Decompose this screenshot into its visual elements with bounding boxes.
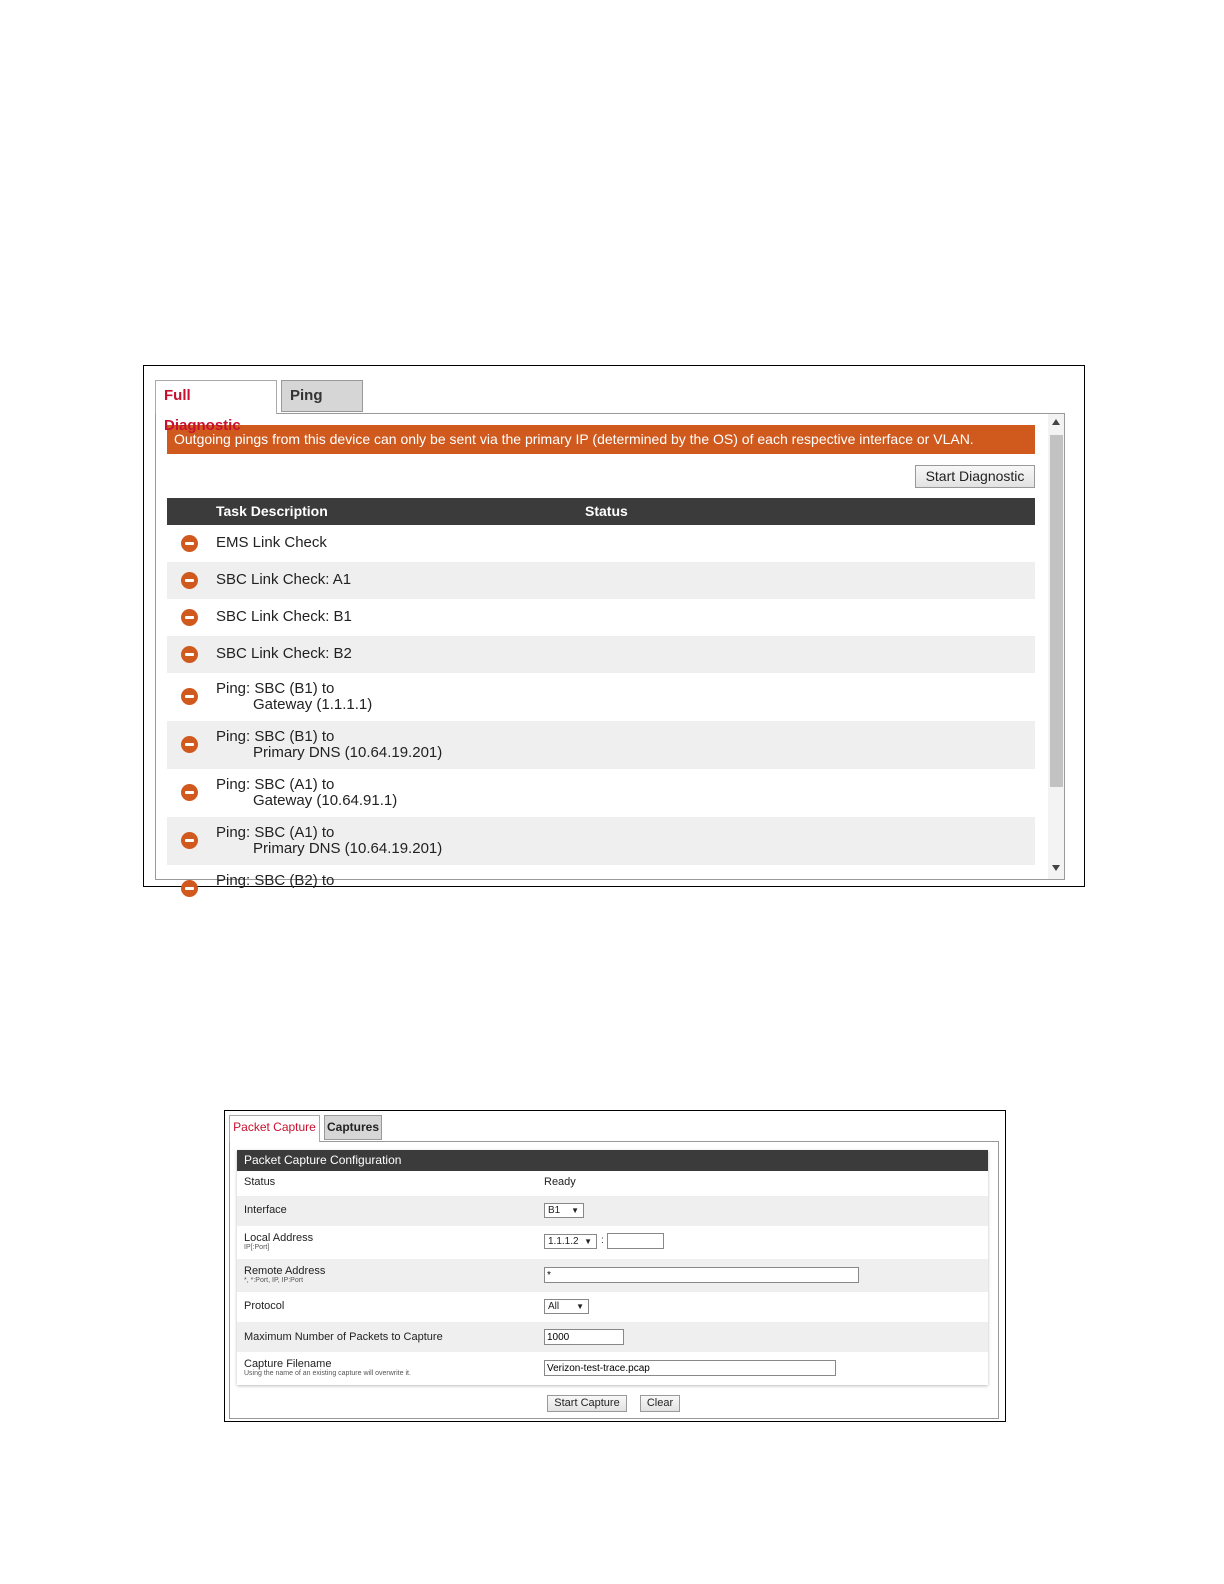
interface-selected-value: B1 bbox=[548, 1205, 561, 1216]
local-address-selected-value: 1.1.1.2 bbox=[548, 1236, 579, 1247]
task-description: SBC Link Check: B1 bbox=[216, 608, 352, 625]
minus-circle-icon bbox=[181, 832, 198, 849]
port-separator: : bbox=[601, 1235, 604, 1246]
task-line-2: Primary DNS (10.64.19.201) bbox=[253, 744, 443, 761]
column-task-description: Task Description bbox=[216, 503, 328, 519]
minus-circle-icon bbox=[181, 688, 198, 705]
scroll-down-arrow-icon[interactable] bbox=[1052, 865, 1060, 871]
task-description bbox=[216, 825, 442, 857]
minus-circle-icon bbox=[181, 646, 198, 663]
table-row bbox=[167, 865, 1035, 913]
task-description: SBC Link Check: B2 bbox=[216, 645, 352, 662]
minus-circle-icon bbox=[181, 880, 198, 897]
protocol-selected-value: All bbox=[548, 1301, 560, 1312]
protocol-label: Protocol bbox=[244, 1300, 285, 1312]
local-address-row bbox=[237, 1226, 988, 1259]
table-row bbox=[167, 817, 1035, 865]
local-port-input[interactable] bbox=[607, 1233, 664, 1249]
table-row bbox=[167, 673, 1035, 721]
task-description bbox=[216, 873, 334, 889]
scroll-up-arrow-icon[interactable] bbox=[1052, 419, 1060, 425]
section-title: Packet Capture Configuration bbox=[237, 1150, 988, 1171]
task-description bbox=[216, 777, 397, 809]
packet-capture-panel bbox=[224, 1110, 1006, 1422]
table-row bbox=[167, 636, 1035, 673]
table-row bbox=[167, 721, 1035, 769]
task-description bbox=[216, 729, 442, 761]
tab-full-diagnostic[interactable]: Full Diagnostic bbox=[155, 380, 277, 414]
table-row bbox=[167, 562, 1035, 599]
task-description bbox=[216, 681, 372, 713]
capture-filename-hint: Using the name of an existing capture will overwrite it. bbox=[244, 1370, 411, 1377]
table-header bbox=[167, 498, 1035, 525]
table-row bbox=[167, 525, 1035, 562]
status-value: Ready bbox=[544, 1176, 576, 1188]
tab-ping-test[interactable]: Ping bbox=[281, 380, 363, 412]
local-address-label: Local Address bbox=[244, 1232, 314, 1244]
task-line-1: Ping: SBC (A1) to bbox=[216, 824, 335, 841]
task-description: EMS Link Check bbox=[216, 534, 327, 551]
remote-address-row bbox=[237, 1259, 988, 1292]
minus-circle-icon bbox=[181, 609, 198, 626]
protocol-select[interactable] bbox=[544, 1299, 589, 1314]
scrollbar-thumb[interactable] bbox=[1050, 435, 1063, 787]
interface-row bbox=[237, 1196, 988, 1226]
status-row bbox=[237, 1171, 988, 1196]
remote-address-label: Remote Address bbox=[244, 1265, 326, 1277]
task-line-1: Ping: SBC (A1) to bbox=[216, 776, 335, 793]
task-line-2: Gateway (10.64.91.1) bbox=[253, 792, 398, 809]
minus-circle-icon bbox=[181, 535, 198, 552]
status-label: Status bbox=[244, 1176, 276, 1188]
local-address-select[interactable] bbox=[544, 1234, 597, 1249]
interface-select[interactable] bbox=[544, 1203, 584, 1218]
start-diagnostic-button[interactable]: Start Diagnostic bbox=[915, 465, 1035, 488]
packet-capture-content bbox=[229, 1141, 999, 1419]
protocol-row bbox=[237, 1292, 988, 1322]
task-line-1: Ping: SBC (B1) to bbox=[216, 680, 335, 697]
capture-filename-input[interactable] bbox=[544, 1360, 836, 1376]
start-capture-button[interactable]: Start Capture bbox=[547, 1395, 627, 1412]
task-line-2: Gateway (1.1.1.1) bbox=[253, 696, 373, 713]
task-description: SBC Link Check: A1 bbox=[216, 571, 352, 588]
column-status: Status bbox=[585, 503, 628, 519]
table-row bbox=[167, 599, 1035, 636]
clear-button[interactable]: Clear bbox=[640, 1395, 680, 1412]
table-row bbox=[167, 769, 1035, 817]
minus-circle-icon bbox=[181, 736, 198, 753]
diagnostic-table bbox=[167, 498, 1035, 913]
diagnostic-content bbox=[155, 413, 1065, 889]
capture-filename-label: Capture Filename bbox=[244, 1358, 332, 1370]
remote-address-input[interactable] bbox=[544, 1267, 859, 1283]
capture-filename-row bbox=[237, 1352, 988, 1385]
tab-captures[interactable]: Captures bbox=[324, 1115, 382, 1140]
interface-label: Interface bbox=[244, 1204, 287, 1216]
max-packets-input[interactable] bbox=[544, 1329, 624, 1345]
remote-address-hint: *, *:Port, IP, IP:Port bbox=[244, 1277, 304, 1284]
max-packets-row bbox=[237, 1322, 988, 1352]
vertical-scrollbar[interactable] bbox=[1048, 414, 1064, 879]
local-address-hint: IP[:Port] bbox=[244, 1244, 270, 1251]
task-line-1: Ping: SBC (B1) to bbox=[216, 728, 335, 745]
task-line-2: Primary DNS (10.64.19.201) bbox=[253, 840, 443, 857]
max-packets-label: Maximum Number of Packets to Capture bbox=[244, 1331, 443, 1343]
task-line-1: Ping: SBC (B2) to bbox=[216, 872, 335, 889]
diagnostic-panel bbox=[143, 365, 1085, 887]
warning-banner: Outgoing pings from this device can only be sent via the primary IP (determined by the OS) of each respective interface or VLAN. bbox=[167, 425, 1035, 454]
minus-circle-icon bbox=[181, 572, 198, 589]
tab-packet-capture[interactable]: Packet Capture bbox=[229, 1115, 320, 1142]
packet-capture-config-table bbox=[237, 1150, 988, 1385]
minus-circle-icon bbox=[181, 784, 198, 801]
